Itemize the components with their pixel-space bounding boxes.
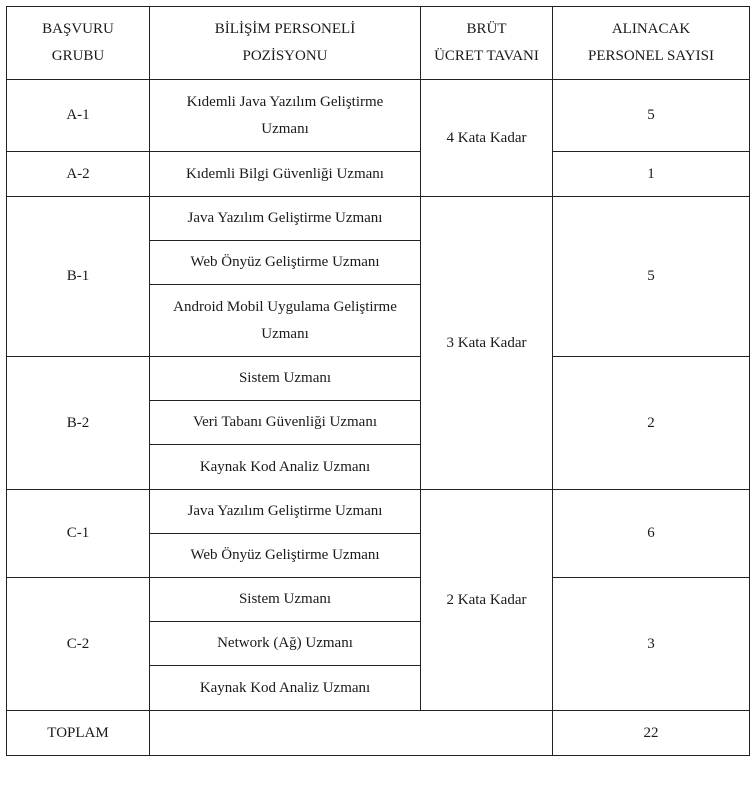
count-cell-a1: 5 [553,80,750,152]
position-cell: Veri Tabanı Güvenliği Uzmanı [150,401,421,445]
group-cell-a2: A-2 [7,152,150,197]
position-cell [150,285,421,357]
group-cell-b2: B-2 [7,357,150,490]
header-row [7,7,750,80]
position-cell: Kıdemli Bilgi Güvenliği Uzmanı [150,152,421,197]
header-position [150,7,421,80]
header-salary-line1: BRÜT [466,21,507,37]
position-cell: Java Yazılım Geliştirme Uzmanı [150,490,421,534]
group-cell-c2: C-2 [7,578,150,711]
position-cell: Network (Ağ) Uzmanı [150,622,421,666]
position-line1: Kıdemli Java Yazılım Geliştirme [186,93,384,110]
count-cell-c2: 3 [553,578,750,711]
header-count-line2: PERSONEL SAYISI [588,48,714,64]
header-salary-line2: ÜCRET TAVANI [434,48,539,64]
table-row [7,197,750,241]
table-row [7,578,750,622]
personnel-table [6,6,750,756]
header-group [7,7,150,80]
position-cell [150,80,421,152]
count-cell-a2: 1 [553,152,750,197]
count-cell-b2: 2 [553,357,750,490]
position-cell: Web Önyüz Geliştirme Uzmanı [150,241,421,285]
table-row [7,80,750,152]
salary-cell-b: 3 Kata Kadar [421,197,553,490]
total-value: 22 [553,711,750,756]
position-cell: Java Yazılım Geliştirme Uzmanı [150,197,421,241]
group-cell-b1: B-1 [7,197,150,357]
table-row [7,152,750,197]
header-count [553,7,750,80]
header-group-line2: GRUBU [51,48,105,64]
document-page [6,6,749,778]
salary-cell-c: 2 Kata Kadar [421,490,553,711]
count-cell-b1: 5 [553,197,750,357]
position-line1: Android Mobil Uygulama Geliştirme [173,298,397,315]
position-cell: Kaynak Kod Analiz Uzmanı [150,445,421,490]
header-position-line1: BİLİŞİM PERSONELİ [214,21,356,37]
group-cell-c1: C-1 [7,490,150,578]
position-line2: Uzmanı [261,325,309,342]
table-row [7,357,750,401]
header-count-line1: ALINACAK [611,21,691,37]
total-empty-cell [150,711,553,756]
total-row [7,711,750,756]
header-group-line1: BAŞVURU [42,21,114,37]
header-salary [421,7,553,80]
count-cell-c1: 6 [553,490,750,578]
group-cell-a1: A-1 [7,80,150,152]
total-label: TOPLAM [7,711,150,756]
position-cell: Sistem Uzmanı [150,578,421,622]
position-cell: Sistem Uzmanı [150,357,421,401]
position-line2: Uzmanı [261,120,309,137]
salary-cell-a: 4 Kata Kadar [421,80,553,197]
position-cell: Kaynak Kod Analiz Uzmanı [150,666,421,711]
header-position-line2: POZİSYONU [242,48,328,64]
table-row [7,490,750,534]
position-cell: Web Önyüz Geliştirme Uzmanı [150,534,421,578]
